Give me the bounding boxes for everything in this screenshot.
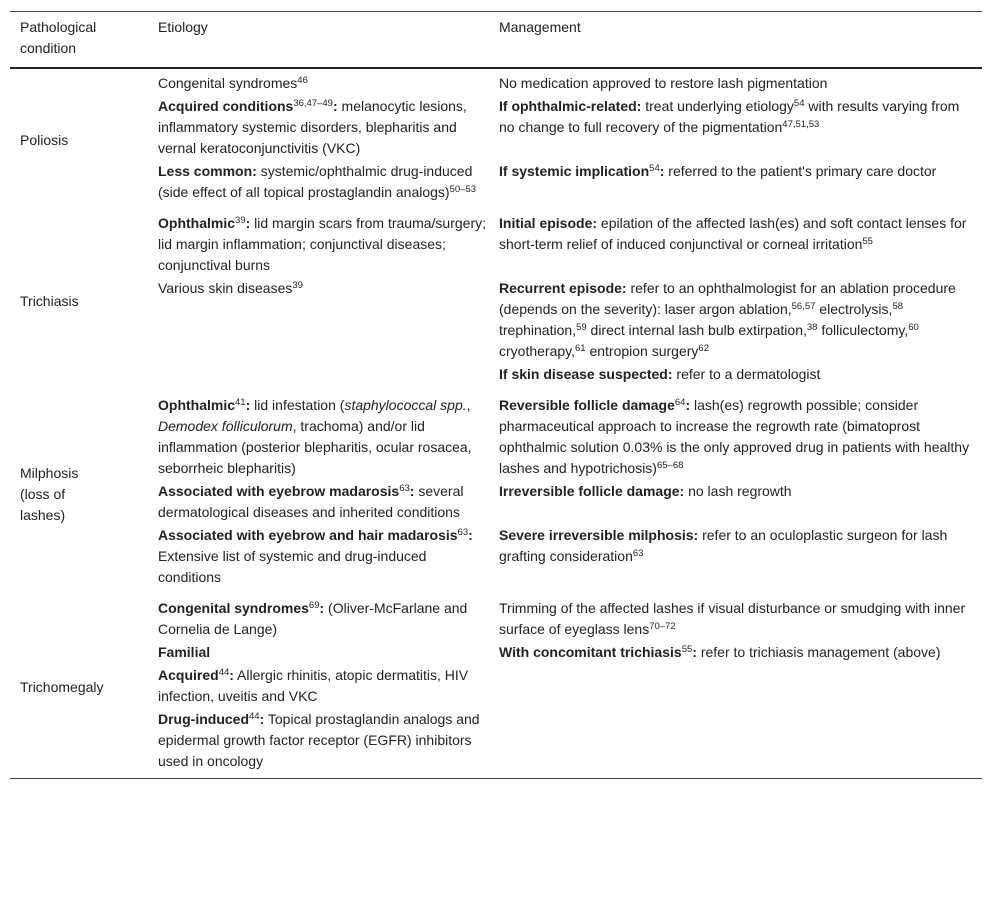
text-segment: Associated with eyebrow madarosis [158, 483, 400, 499]
reference-superscript: 59 [576, 322, 587, 333]
reference-superscript: 36,47–49 [293, 98, 333, 109]
text-segment: refer to trichiasis management (above) [696, 644, 941, 660]
text-segment: referred to the patient's primary care doctor [664, 163, 937, 179]
etiology-cell [158, 363, 499, 391]
reference-superscript: 63 [399, 483, 410, 494]
text-segment: electrolysis, [815, 301, 893, 317]
text-segment: With concomitant trichiasis [499, 644, 682, 660]
management-cell [499, 160, 982, 209]
reference-superscript: 41 [235, 397, 246, 408]
text-segment: folliculectomy, [817, 322, 909, 338]
etiology-cell [158, 391, 499, 480]
text-segment: Congenital syndromes [158, 75, 298, 91]
reference-superscript: 46 [297, 75, 308, 86]
text-segment: : [245, 215, 251, 231]
reference-superscript: 65–68 [656, 460, 684, 471]
reference-superscript: 54 [793, 98, 805, 109]
reference-superscript: 55 [681, 644, 693, 655]
reference-superscript: 70–72 [649, 621, 676, 632]
text-segment: Extensive list of systemic and drug-induced conditions [158, 548, 427, 585]
reference-superscript: 64 [674, 397, 686, 408]
management-cell [499, 708, 982, 779]
text-segment: Demodex folliculorum [158, 418, 293, 434]
text-segment: : [259, 711, 265, 727]
text-segment: Ophthalmic [158, 215, 236, 231]
condition-table [10, 11, 982, 779]
text-segment: If skin disease suspected: [499, 366, 673, 382]
text-segment: , trachoma) and/or lid inflammation (posterior blepharitis, ocular rosacea, seborrheic blepharitis) [158, 418, 472, 476]
reference-superscript: 55 [862, 236, 873, 247]
text-segment: Ophthalmic [158, 397, 236, 413]
text-segment: lid margin scars from trauma/surgery; lid margin inflammation; conjunctival diseases; conjunctival burns [158, 215, 486, 273]
management-cell [499, 594, 982, 641]
etiology-cell [158, 160, 499, 209]
text-segment: Topical prostaglandin analogs and epidermal growth factor receptor (EGFR) inhibitors used in oncology [158, 711, 480, 769]
etiology-cell [158, 480, 499, 524]
text-segment: Acquired conditions [158, 98, 294, 114]
management-cell [499, 95, 982, 160]
etiology-cell [158, 708, 499, 779]
text-segment: : [332, 98, 338, 114]
text-segment: Allergic rhinitis, atopic dermatitis, HIV infection, uveitis and VKC [158, 667, 469, 704]
table-row [10, 594, 982, 641]
header-condition: Pathological condition [10, 12, 158, 69]
reference-superscript: 39 [235, 215, 246, 226]
text-segment: staphylococcal spp. [344, 397, 467, 413]
text-segment: Drug-induced [158, 711, 249, 727]
text-segment: Severe irreversible milphosis: [499, 527, 699, 543]
text-segment: refer to an oculoplastic surgeon for lash grafting consideration [499, 527, 948, 564]
text-segment: : [685, 397, 691, 413]
etiology-cell [158, 664, 499, 708]
text-segment: lash(es) regrowth possible; consider pharmaceutical approach to increase the regrowth rate (bimatoprost ophthalmic solution 0.03% is the only approved drug in patients with healthy lashes and hypotrichosis) [499, 397, 970, 476]
header-etiology: Etiology [158, 12, 499, 69]
text-segment: entropion surgery [585, 343, 699, 359]
table-row [10, 391, 982, 480]
condition-cell: Milphosis (loss of lashes) [20, 464, 79, 523]
text-segment: : [245, 397, 251, 413]
management-cell [499, 68, 982, 95]
text-segment: direct internal lash bulb extirpation, [586, 322, 807, 338]
reference-superscript: 61 [575, 343, 586, 354]
text-segment: Initial episode: [499, 215, 598, 231]
text-segment: : [692, 644, 697, 660]
condition-cell: Trichiasis [20, 293, 79, 309]
text-segment: : [409, 483, 415, 499]
text-segment: Less common: [158, 163, 257, 179]
text-segment: Irreversible follicle damage: [499, 483, 685, 499]
text-segment: with results varying from no change to full recovery of the pigmentation [499, 98, 960, 135]
reference-superscript: 54 [649, 163, 660, 174]
reference-superscript: 50–53 [449, 184, 477, 195]
text-segment: Acquired [158, 667, 219, 683]
text-segment: : [659, 163, 665, 179]
text-segment: refer to an ophthalmologist for an ablation procedure (depends on the severity): laser argon ablation, [499, 280, 956, 317]
management-cell [499, 209, 982, 277]
text-segment: systemic/ophthalmic drug-induced (side effect of all topical prostaglandin analogs) [158, 163, 473, 200]
management-cell [499, 664, 982, 708]
text-segment: Familial [158, 644, 211, 660]
text-segment: No medication approved to restore lash pigmentation [499, 75, 828, 91]
text-segment: : [319, 600, 325, 616]
text-segment: If ophthalmic-related: [499, 98, 642, 114]
etiology-cell [158, 209, 499, 277]
table-row [10, 209, 982, 277]
management-cell [499, 277, 982, 363]
reference-superscript: 47,51,53 [782, 119, 820, 130]
reference-superscript: 39 [292, 280, 303, 291]
table-body [10, 68, 982, 779]
text-segment: trephination, [499, 322, 577, 338]
reference-superscript: 62 [698, 343, 709, 354]
text-segment: , [466, 397, 471, 413]
text-segment: (Oliver-McFarlane and Cornelia de Lange) [158, 600, 468, 637]
header-management: Management [499, 12, 982, 69]
etiology-cell [158, 524, 499, 594]
etiology-cell [158, 95, 499, 160]
reference-superscript: 58 [892, 301, 904, 312]
text-segment: Recurrent episode: [499, 280, 627, 296]
text-segment: Various skin diseases [158, 280, 293, 296]
management-cell [499, 480, 982, 524]
condition-cell: Poliosis [20, 132, 69, 148]
management-cell [499, 363, 982, 391]
text-segment: melanocytic lesions, inflammatory systemic disorders, blepharitis and vernal keratoconjunctivitis (VKC) [158, 98, 467, 156]
text-segment: Congenital syndromes [158, 600, 309, 616]
text-segment: Trimming of the affected lashes if visual disturbance or smudging with inner surface of eyeglass lens [499, 600, 966, 637]
text-segment: cryotherapy, [499, 343, 575, 359]
etiology-cell [158, 641, 499, 664]
text-segment: If systemic implication [499, 163, 650, 179]
header-row [10, 12, 982, 69]
etiology-cell [158, 594, 499, 641]
reference-superscript: 69 [308, 600, 320, 611]
management-cell [499, 391, 982, 480]
text-segment: treat underlying etiology [641, 98, 794, 114]
management-cell [499, 524, 982, 594]
text-segment: : [468, 527, 473, 543]
text-segment: Associated with eyebrow and hair madarosis [158, 527, 458, 543]
management-cell [499, 641, 982, 664]
text-segment: epilation of the affected lash(es) and soft contact lenses for short-term relief of induced conjunctival or corneal irritation [499, 215, 967, 252]
etiology-cell [158, 68, 499, 95]
text-segment: refer to a dermatologist [672, 366, 821, 382]
etiology-cell [158, 277, 499, 363]
text-segment: lid infestation ( [250, 397, 345, 413]
reference-superscript: 60 [908, 322, 919, 333]
reference-superscript: 44 [249, 711, 260, 722]
reference-superscript: 63 [632, 548, 644, 559]
reference-superscript: 44 [218, 667, 230, 678]
text-segment: Reversible follicle damage [499, 397, 675, 413]
text-segment: no lash regrowth [684, 483, 792, 499]
reference-superscript: 63 [457, 527, 469, 538]
table-row [10, 68, 982, 95]
reference-superscript: 38 [806, 322, 818, 333]
text-segment: several dermatological diseases and inherited conditions [158, 483, 464, 520]
reference-superscript: 56,57 [791, 301, 816, 312]
condition-cell: Trichomegaly [10, 594, 158, 779]
text-segment: : [229, 667, 234, 683]
